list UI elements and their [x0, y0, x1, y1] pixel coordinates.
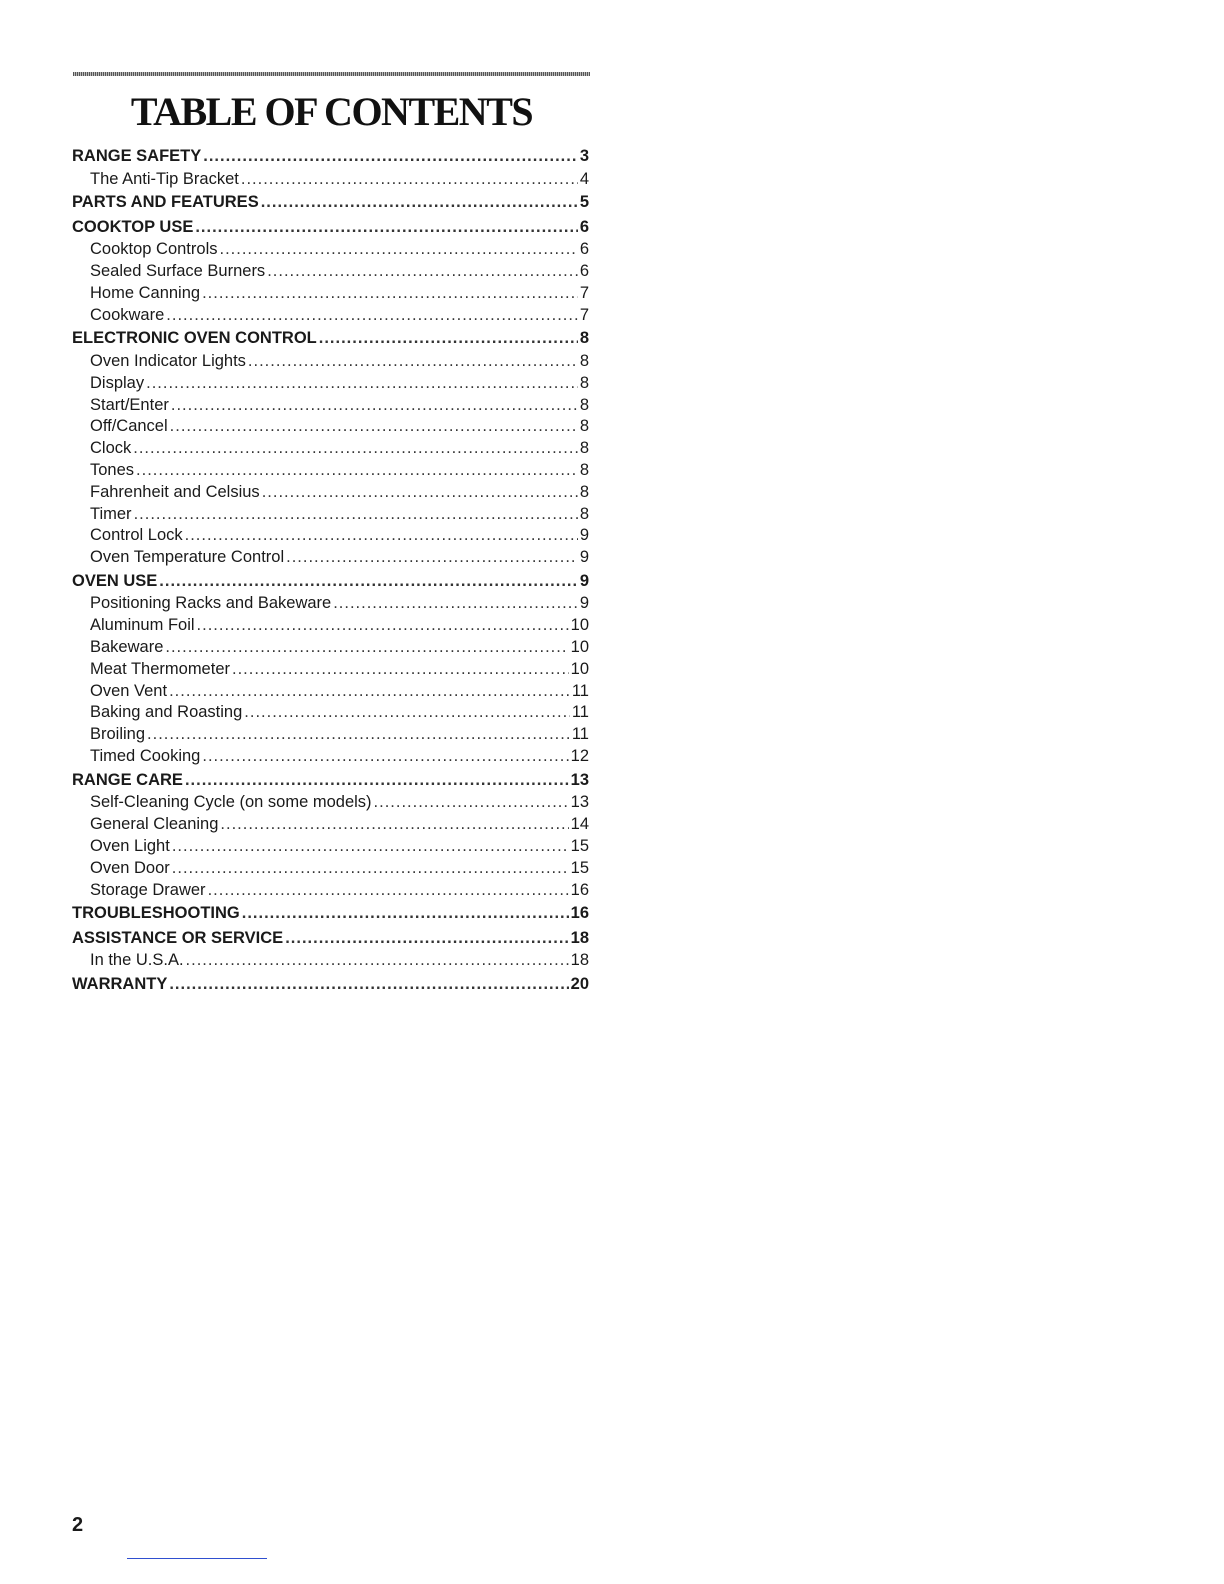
toc-entry-label: Broiling: [90, 725, 146, 744]
toc-entry-page: 4: [579, 169, 589, 188]
toc-dot-leader: [244, 702, 570, 724]
toc-entry-label: Fahrenheit and Celsius: [90, 482, 260, 501]
toc-section-entry[interactable]: [72, 901, 589, 926]
toc-dot-leader: [333, 593, 578, 615]
toc-dot-leader: [202, 283, 578, 305]
toc-dot-leader: [133, 438, 578, 460]
toc-subsection-entry[interactable]: [72, 283, 589, 305]
toc-subsection-entry[interactable]: [72, 416, 589, 438]
toc-dot-leader: [146, 373, 578, 395]
toc-entry-page: 11: [571, 681, 589, 700]
toc-entry-label: ASSISTANCE OR SERVICE: [72, 928, 284, 947]
toc-dot-leader: [232, 659, 569, 681]
toc-entry-label: RANGE SAFETY: [72, 147, 202, 165]
toc-entry-label: In the U.S.A.: [90, 951, 184, 970]
toc-dot-leader: [185, 768, 569, 793]
toc-subsection-entry[interactable]: [72, 261, 589, 283]
toc-subsection-entry[interactable]: [72, 681, 589, 703]
toc-dot-leader: [319, 326, 578, 351]
toc-section-entry[interactable]: [72, 972, 589, 997]
toc-entry-page: 8: [579, 417, 589, 436]
toc-subsection-entry[interactable]: [72, 460, 589, 482]
toc-dot-leader: [285, 926, 568, 951]
toc-entry-label: Timed Cooking: [90, 747, 201, 766]
toc-entry-page: 13: [570, 770, 589, 789]
toc-entry-label: Oven Vent: [90, 681, 168, 700]
toc-entry-label: Storage Drawer: [90, 880, 206, 899]
toc-entry-label: ELECTRONIC OVEN CONTROL: [72, 329, 317, 348]
toc-dot-leader: [286, 547, 578, 569]
toc-entry-label: Home Canning: [90, 283, 201, 302]
toc-entry-page: 7: [579, 283, 589, 302]
toc-entry-label: The Anti-Tip Bracket: [90, 169, 239, 188]
toc-entry-page: 8: [579, 351, 589, 370]
toc-dot-leader: [241, 169, 578, 191]
toc-entry-page: 8: [579, 482, 589, 501]
toc-entry-page: 7: [579, 305, 589, 324]
toc-subsection-entry[interactable]: [72, 395, 589, 417]
toc-entry-label: Oven Indicator Lights: [90, 351, 246, 370]
toc-entry-page: 9: [579, 594, 589, 613]
toc-dot-leader: [186, 950, 569, 972]
toc-dot-leader: [166, 305, 578, 327]
toc-dot-leader: [170, 416, 578, 438]
toc-entry-label: Timer: [90, 504, 132, 523]
toc-subsection-entry[interactable]: [72, 169, 589, 191]
toc-entry-page: 18: [570, 951, 589, 970]
toc-entry-label: Sealed Surface Burners: [90, 262, 266, 281]
toc-subsection-entry[interactable]: [72, 438, 589, 460]
toc-entry-page: 16: [570, 880, 589, 899]
toc-dot-leader: [185, 525, 578, 547]
toc-entry-label: Control Lock: [90, 526, 183, 545]
toc-entry-label: WARRANTY: [72, 975, 168, 994]
toc-entry-label: Oven Light: [90, 836, 170, 855]
toc-dot-leader: [248, 351, 578, 373]
toc-subsection-entry[interactable]: [72, 858, 589, 880]
toc-entry-page: 8: [579, 460, 589, 479]
toc-subsection-entry[interactable]: [72, 746, 589, 768]
toc-subsection-entry[interactable]: [72, 814, 589, 836]
toc-subsection-entry[interactable]: [72, 547, 589, 569]
toc-entry-label: Aluminum Foil: [90, 616, 195, 635]
toc-entry-label: Oven Temperature Control: [90, 548, 285, 567]
toc-entry-label: Tones: [90, 460, 135, 479]
toc-entry-page: 10: [570, 659, 589, 678]
toc-dot-leader: [220, 814, 568, 836]
toc-dot-leader: [374, 792, 569, 814]
toc-subsection-entry[interactable]: [72, 702, 589, 724]
toc-entry-page: 10: [570, 616, 589, 635]
toc-entry-page: 8: [579, 395, 589, 414]
toc-dot-leader: [208, 880, 569, 902]
toc-subsection-entry[interactable]: [72, 525, 589, 547]
toc-entry-label: General Cleaning: [90, 815, 219, 834]
toc-section-entry[interactable]: [72, 768, 589, 793]
table-of-contents: [72, 144, 589, 997]
toc-entry-page: 6: [579, 240, 589, 259]
toc-dot-leader: [159, 569, 578, 594]
toc-entry-page: 8: [579, 373, 589, 392]
toc-entry-label: Self-Cleaning Cycle (on some models): [90, 793, 372, 812]
toc-dot-leader: [197, 615, 569, 637]
toc-subsection-entry[interactable]: [72, 305, 589, 327]
toc-dot-leader: [262, 482, 578, 504]
page-title: TABLE OF CONTENTS: [130, 89, 533, 134]
toc-dot-leader: [261, 190, 578, 215]
toc-entry-page: 9: [579, 548, 589, 567]
toc-entry-page: 18: [570, 928, 589, 947]
toc-entry-label: Off/Cancel: [90, 417, 168, 436]
toc-dot-leader: [242, 901, 569, 926]
toc-entry-label: PARTS AND FEATURES: [72, 193, 259, 212]
toc-entry-page: 11: [571, 703, 589, 722]
toc-subsection-entry[interactable]: [72, 880, 589, 902]
toc-entry-page: 16: [570, 904, 589, 923]
toc-entry-label: TROUBLESHOOTING: [72, 904, 240, 923]
toc-section-entry[interactable]: [72, 569, 589, 594]
toc-entry-label: Oven Door: [90, 858, 170, 877]
toc-dot-leader: [169, 681, 570, 703]
toc-entry-label: Bakeware: [90, 638, 164, 657]
bottom-link-underline: [127, 1558, 267, 1559]
toc-entry-page: 9: [579, 571, 589, 590]
toc-subsection-entry[interactable]: [72, 482, 589, 504]
toc-dot-leader: [134, 504, 578, 526]
toc-subsection-entry[interactable]: [72, 239, 589, 261]
toc-entry-label: Display: [90, 373, 145, 392]
toc-entry-page: 6: [579, 217, 589, 236]
toc-dot-leader: [165, 637, 568, 659]
toc-entry-label: COOKTOP USE: [72, 217, 194, 236]
toc-dot-leader: [147, 724, 570, 746]
toc-subsection-entry[interactable]: [72, 836, 589, 858]
toc-entry-label: Positioning Racks and Bakeware: [90, 594, 332, 613]
toc-dot-leader: [172, 858, 569, 880]
toc-section-entry[interactable]: [72, 190, 589, 215]
toc-entry-page: 15: [570, 858, 589, 877]
toc-entry-page: 8: [579, 329, 589, 348]
toc-entry-label: Clock: [90, 439, 132, 458]
toc-entry-label: Baking and Roasting: [90, 703, 243, 722]
toc-entry-page: 11: [571, 725, 589, 744]
toc-entry-page: 5: [579, 193, 589, 212]
toc-entry-page: 13: [570, 793, 589, 812]
toc-entry-label: Cookware: [90, 305, 165, 324]
toc-entry-label: Meat Thermometer: [90, 659, 230, 678]
toc-section-entry[interactable]: [72, 144, 589, 169]
toc-entry-page: 15: [570, 836, 589, 855]
toc-section-entry[interactable]: [72, 926, 589, 951]
top-decorative-rule: [73, 72, 590, 76]
toc-dot-leader: [202, 746, 568, 768]
toc-dot-leader: [136, 460, 578, 482]
toc-entry-label: Start/Enter: [90, 395, 169, 414]
toc-section-entry[interactable]: [72, 215, 589, 240]
toc-entry-page: 14: [570, 815, 589, 834]
toc-subsection-entry[interactable]: [72, 950, 589, 972]
toc-entry-page: 12: [570, 747, 589, 766]
toc-entry-page: 10: [570, 638, 589, 657]
toc-section-entry[interactable]: [72, 326, 589, 351]
toc-subsection-entry[interactable]: [72, 351, 589, 373]
toc-subsection-entry[interactable]: [72, 593, 589, 615]
toc-dot-leader: [171, 395, 578, 417]
toc-dot-leader: [267, 261, 578, 283]
toc-dot-leader: [203, 144, 578, 169]
toc-dot-leader: [169, 972, 568, 997]
toc-subsection-entry[interactable]: [72, 659, 589, 681]
toc-subsection-entry[interactable]: [72, 637, 589, 659]
toc-entry-page: 8: [579, 439, 589, 458]
toc-subsection-entry[interactable]: [72, 373, 589, 395]
toc-subsection-entry[interactable]: [72, 615, 589, 637]
toc-entry-label: OVEN USE: [72, 571, 158, 590]
page-number: 2: [72, 1514, 84, 1536]
toc-entry-page: 9: [579, 526, 589, 545]
toc-entry-page: 8: [579, 504, 589, 523]
toc-entry-label: RANGE CARE: [72, 770, 183, 789]
toc-entry-page: 20: [570, 975, 589, 994]
toc-dot-leader: [195, 215, 577, 240]
toc-entry-label: Cooktop Controls: [90, 240, 218, 259]
toc-entry-page: 6: [579, 262, 589, 281]
toc-entry-page: 3: [579, 147, 589, 165]
toc-dot-leader: [219, 239, 577, 261]
toc-subsection-entry[interactable]: [72, 724, 589, 746]
toc-dot-leader: [172, 836, 569, 858]
toc-subsection-entry[interactable]: [72, 792, 589, 814]
toc-subsection-entry[interactable]: [72, 504, 589, 526]
